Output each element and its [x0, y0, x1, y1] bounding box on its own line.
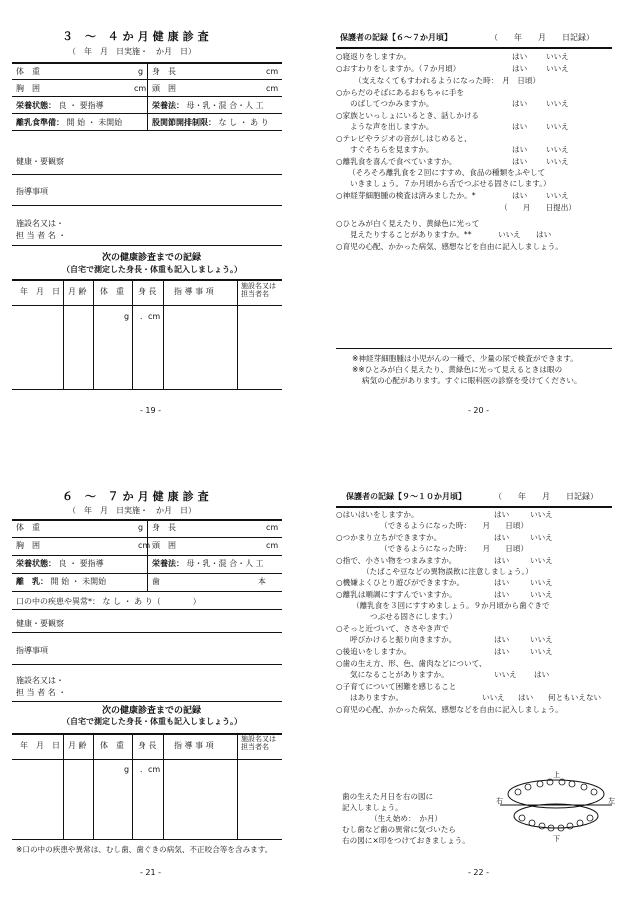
no-label: いいえ	[530, 578, 553, 587]
no-label: いいえ	[546, 145, 569, 154]
page-number: - 21 -	[140, 868, 162, 877]
note-neuroblastoma: ※神経芽細胞腫は小児がんの一種で、少量の尿で検査ができます。	[352, 354, 578, 363]
col-weight: 体 重	[100, 741, 124, 750]
q-reach-2: のばしてつかみますか。	[350, 99, 434, 108]
cell-cm: ．cm	[140, 765, 161, 774]
no-label: いいえ	[530, 647, 553, 656]
feeding-options: 母・乳・混 合・人 工	[186, 559, 264, 568]
q-free-comment: ○育児の心配、かかった病気、感想などを自由に記入しましょう。	[336, 242, 563, 251]
hip-joint-label: 股関節開排制限：	[152, 118, 216, 127]
yes-label: はい	[512, 64, 528, 73]
q-sitting-date: （支えなくてもすわれるようになった時： 月 日頃）	[354, 76, 541, 85]
q-weaning: ○離乳は順調にすすんでいますか。	[336, 590, 457, 599]
q-parenting-2: はありますか。	[350, 693, 404, 702]
record-title: 次の健康診査までの記録	[102, 253, 202, 263]
q-baby-food: ○離乳食を喜んで食べていますか。	[336, 157, 457, 166]
nutrition-options: 良 ・ 要指導	[58, 559, 104, 568]
guidance-label: 指導事項	[16, 187, 48, 196]
chart-right-label: 右	[496, 797, 503, 805]
chart-bottom-label: 下	[553, 835, 560, 842]
no-label: いいえ	[546, 191, 569, 200]
yes-label: はい	[494, 590, 510, 599]
staff-label: 担 当 者 名 ・	[16, 688, 67, 697]
q-voice-2: ような声を出しますか。	[350, 122, 434, 131]
q-sound-2: すぐそちらを見ますか。	[350, 145, 434, 154]
weight-label: 体 重	[16, 523, 40, 532]
q-follow: ○後追いをしますか。	[336, 647, 411, 656]
yes-label: はい	[512, 157, 528, 166]
mouth-options: な し ・ あ り（ ）	[102, 597, 201, 606]
record-subtitle: （自宅で測定した身長・体重も記入しましょう。）	[62, 717, 242, 726]
facility-label: 施設名又は・	[16, 676, 64, 685]
exam-date: （ 年 月 日実施・ か月 日）	[68, 47, 196, 56]
nutrition-options: 良 ・ 要指導	[58, 101, 104, 110]
no-label: いいえ	[482, 693, 505, 702]
q-pinch: ○指で、小さい物をつまみますか。	[336, 556, 457, 565]
observation-label: 健康・要観察	[16, 619, 64, 628]
chart-top-label: 上	[553, 771, 560, 779]
page-number: - 19 -	[140, 406, 162, 415]
q-eyes: ○ひとみが白く見えたり、黄緑色に光って	[336, 219, 480, 228]
q-parenting: ○子育てについて困難を感じること	[336, 682, 457, 691]
no-label: いいえ	[546, 52, 569, 61]
observation-label: 健康・要観察	[16, 157, 64, 166]
teeth-unit: 本	[258, 577, 266, 586]
chest-unit: cm	[138, 541, 151, 550]
record-date: （ 年 月 日記録）	[490, 33, 594, 42]
no-label: いいえ	[546, 64, 569, 73]
weaning-label: 離 乳：	[16, 577, 48, 586]
cell-g: g	[124, 765, 130, 774]
q-whisper-2: 呼びかけると振り向きますか。	[350, 635, 457, 644]
record-title: 保護者の記録【６～７か月頃】	[340, 33, 452, 42]
col-age: 月 齢	[68, 287, 87, 296]
head-label: 頭 囲	[152, 84, 176, 93]
col-height: 身 長	[138, 741, 157, 750]
tooth-chart[interactable]	[496, 770, 616, 842]
q-teeth-concern-2: 気になることがありますか。	[350, 670, 449, 679]
weaning-options: 開 始 ・ 未開始	[66, 118, 123, 127]
col-date: 年 月 日	[20, 741, 60, 750]
height-unit: cm	[266, 523, 279, 532]
yes-label: はい	[494, 635, 510, 644]
staff-label: 担 当 者 名 ・	[16, 231, 67, 240]
no-label: いいえ	[530, 556, 553, 565]
weight-unit: g	[138, 523, 144, 532]
no-label: いいえ	[546, 157, 569, 166]
q-free-comment: ○育児の心配、かかった病気、感想などを自由に記入しましょう。	[336, 705, 563, 714]
q-play-alone: ○機嫌よくひとり遊びができますか。	[336, 578, 465, 587]
q-eyes-2: 見えたりすることがありますか。**	[350, 230, 472, 239]
q-baby-food-note: （そろそろ離乳食を２回にすすめ、食品の種類をふやして	[348, 168, 546, 177]
yes-label: はい	[494, 556, 510, 565]
nutrition-label: 栄養状態：	[16, 559, 56, 568]
q-sound: ○テレビやラジオの音がしはじめると、	[336, 134, 472, 143]
mouth-label: 口の中の疾患や異常*：	[16, 597, 100, 606]
weight-label: 体 重	[16, 67, 40, 76]
record-title: 次の健康診査までの記録	[102, 706, 202, 716]
weaning-label: 離乳食準備：	[16, 118, 64, 127]
height-label: 身 長	[152, 523, 176, 532]
q-reach: ○からだのそばにあるおもちゃに手を	[336, 88, 465, 97]
page-title: ３ ～ ４か月健康診査	[62, 30, 213, 43]
no-label: いいえ	[530, 533, 553, 542]
yes-label: はい	[512, 122, 528, 131]
record-date: （ 年 月 日記録）	[494, 492, 598, 501]
chart-left-label: 左	[608, 797, 615, 805]
no-label: いいえ	[546, 122, 569, 131]
col-guidance: 指 導 事 項	[174, 741, 214, 750]
col-weight: 体 重	[100, 287, 124, 296]
weaning-options: 開 始 ・ 未開始	[50, 577, 107, 586]
no-label: いいえ	[498, 230, 521, 239]
col-facility: 施設名又は担当者名	[241, 735, 276, 751]
head-unit: cm	[266, 541, 279, 550]
tooth-note-4: むし歯など歯の異常に気づいたら	[342, 825, 456, 834]
no-label: いいえ	[530, 635, 553, 644]
page-number: - 22 -	[468, 868, 490, 877]
q-crawl-date: （できるようになった時： 月 日頃）	[380, 521, 529, 530]
feeding-label: 栄養法：	[152, 101, 184, 110]
q-pinch-note: （たばこや豆などの異物誤飲に注意しましょう。）	[362, 567, 533, 576]
q-stand-date: （できるようになった時： 月 日頃）	[380, 544, 529, 553]
weight-unit: g	[138, 67, 144, 76]
guidance-label: 指導事項	[16, 646, 48, 655]
yes-label: はい	[512, 145, 528, 154]
record-subtitle: （自宅で測定した身長・体重も記入しましょう。）	[62, 265, 242, 274]
q-whisper: ○そっと近づいて、ささやき声で	[336, 624, 449, 633]
yes-label: はい	[536, 230, 552, 239]
feeding-options: 母・乳・混 合・人 工	[186, 101, 264, 110]
chest-label: 胸 囲	[16, 84, 40, 93]
note-eyes: ※※ひとみが白く見えたり、黄緑色に光って見えるときは眼の	[352, 365, 563, 374]
feeding-label: 栄養法：	[152, 559, 184, 568]
note-eyes-2: 病気の心配があります。すぐに眼科医の診察を受けてください。	[362, 376, 582, 385]
chest-label: 胸 囲	[16, 541, 40, 550]
q-teeth-concern: ○歯の生え方、形、色、歯肉などについて、	[336, 659, 487, 668]
tooth-note-2: 記入しましょう。	[342, 803, 403, 812]
head-unit: cm	[266, 84, 279, 93]
tooth-note-3: （生え始め： か月）	[370, 814, 443, 823]
yes-label: はい	[512, 191, 528, 200]
yes-label: はい	[494, 510, 510, 519]
tooth-note: 歯の生えた月日を右の図に	[342, 792, 434, 801]
q-crawl: ○はいはいをしますか。	[336, 510, 419, 519]
page-title: ６ ～ ７か月健康診査	[62, 490, 213, 503]
no-label: いいえ	[530, 510, 553, 519]
q-baby-food-note-2: いきましょう。７か月頃から舌でつぶせる固さにします。）	[350, 179, 551, 188]
q-neuroblastoma: ○神経芽細胞腫の検査は済みましたか。*	[336, 191, 476, 200]
q-sitting: ○おすわりをしますか。（７か月頃）	[336, 64, 461, 73]
col-guidance: 指 導 事 項	[174, 287, 214, 296]
yes-label: はい	[494, 647, 510, 656]
chest-unit: cm	[134, 84, 147, 93]
teeth-label: 歯	[152, 577, 160, 586]
q-weaning-note: （離乳食を３回にすすめましょう。９か月頃から歯ぐきで	[352, 601, 550, 610]
height-unit: cm	[266, 67, 279, 76]
nutrition-label: 栄養状態：	[16, 101, 56, 110]
yes-label: はい	[534, 670, 550, 679]
facility-label: 施設名又は・	[16, 219, 64, 228]
col-date: 年 月 日	[20, 287, 60, 296]
yes-label: はい	[494, 533, 510, 542]
q-neuroblastoma-date: （ 月 日提出）	[500, 203, 576, 212]
q-rolling: ○寝返りをしますか。	[336, 52, 411, 61]
tooth-note-5: 右の図に×印をつけておきましょう。	[342, 836, 470, 845]
yes-label: はい	[494, 578, 510, 587]
page-number: - 20 -	[468, 406, 490, 415]
col-height: 身 長	[138, 287, 157, 296]
q-voice: ○家族といっしょにいるとき、話しかける	[336, 111, 480, 120]
hip-joint-options: な し ・ あ り	[218, 118, 269, 127]
exam-date: （ 年 月 日実施・ か月 日）	[68, 506, 196, 515]
head-label: 頭 囲	[152, 541, 176, 550]
yes-label: はい	[518, 693, 534, 702]
q-stand: ○つかまり立ちができますか。	[336, 533, 442, 542]
unknown-label: 何ともいえない	[548, 693, 602, 702]
q-weaning-note-2: つぶせる固さにします。）	[370, 612, 457, 621]
record-title: 保護者の記録【９～１０か月頃】	[346, 492, 466, 501]
cell-g: g	[124, 312, 130, 321]
col-age: 月 齢	[68, 741, 87, 750]
cell-cm: ．cm	[140, 312, 161, 321]
no-label: いいえ	[546, 99, 569, 108]
col-facility: 施設名又は担当者名	[241, 282, 276, 298]
yes-label: はい	[512, 99, 528, 108]
no-label: いいえ	[494, 670, 517, 679]
no-label: いいえ	[530, 590, 553, 599]
height-label: 身 長	[152, 67, 176, 76]
note-mouth: ※口の中の疾患や異常は、むし歯、歯ぐきの病気、不正咬合等を含みます。	[16, 845, 273, 854]
yes-label: はい	[512, 52, 528, 61]
